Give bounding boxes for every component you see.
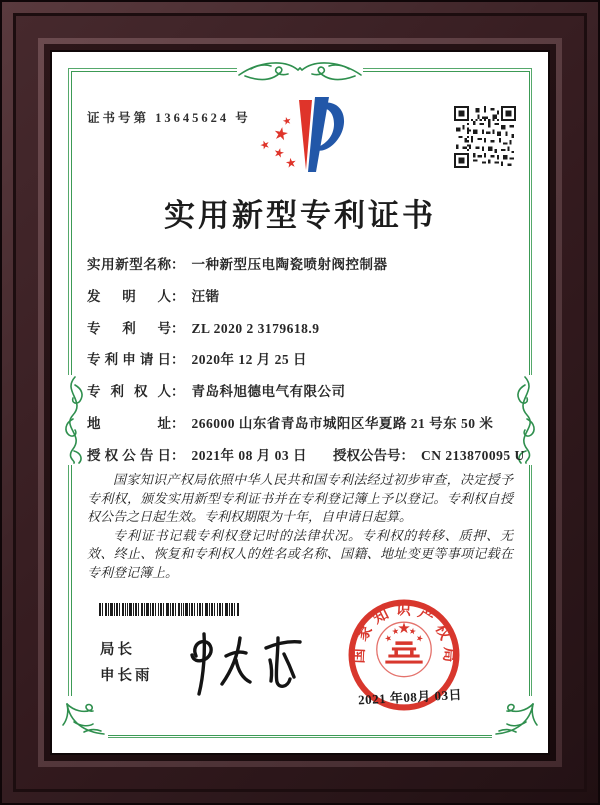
certificate-number: 证书号第 13645624 号 [87, 111, 251, 125]
field-label: 授权公告日 [87, 448, 171, 463]
field-value: 青岛科旭德电气有限公司 [191, 384, 346, 399]
field-colon: ： [400, 448, 414, 463]
field-colon: ： [171, 448, 185, 463]
seal-national-emblem-icon [377, 622, 431, 676]
body-paragraph-1: 国家知识产权局依照中华人民共和国专利法经过初步审查，决定授予专利权，颁发实用新型专利证书并在专利登记簿上予以登记。专利权自授权公告之日起生效。专利权期限为十年，自申请日起算。 [87, 472, 513, 525]
field-label: 地址 [87, 416, 171, 431]
field-label: 发明人 [87, 289, 171, 304]
field-value: 汪锴 [191, 289, 220, 304]
seal-date: 2021 年08月 03日 [357, 686, 463, 708]
logo-blue-p-icon [308, 97, 344, 172]
field-colon: ： [171, 384, 185, 399]
field-value: 266000 山东省青岛市城阳区华夏路 21 号东 50 米 [191, 416, 494, 431]
field-colon: ： [171, 289, 185, 304]
field-value: 一种新型压电陶瓷喷射阀控制器 [191, 257, 388, 272]
field-row-grant [87, 444, 528, 466]
field-label: 专利申请日 [87, 352, 171, 367]
director-title: 局长 [100, 642, 135, 658]
field-grant-number [333, 444, 525, 464]
barcode [99, 603, 241, 616]
field-row-address [87, 412, 528, 434]
field-value: CN 213870095 U [421, 448, 525, 463]
field-label: 实用新型名称 [87, 257, 171, 272]
bottom-left-flower-ornament [60, 696, 108, 738]
legal-text-block [87, 471, 513, 583]
field-colon: ： [171, 416, 185, 431]
field-label: 授权公告号 [333, 448, 401, 463]
field-label: 专利权人 [87, 384, 171, 399]
field-colon: ： [171, 352, 185, 367]
top-flourish-ornament [237, 55, 363, 85]
field-value: 2020年 12 月 25 日 [191, 352, 307, 367]
bottom-right-flower-ornament [492, 696, 540, 738]
field-row-patentee [87, 380, 528, 402]
field-label: 专利号 [87, 321, 171, 336]
body-paragraph-2: 专利证书记载专利权登记时的法律状况。专利权的转移、质押、无效、终止、恢复和专利权人的姓名或名称、国籍、地址变更等事项记载在专利登记簿上。 [87, 527, 513, 580]
logo-stars-icon [259, 116, 296, 168]
field-row-filing-date [87, 348, 528, 370]
field-row-name [87, 253, 528, 275]
director-signature [178, 628, 318, 703]
cnipa-logo [254, 97, 346, 177]
field-colon: ： [171, 257, 185, 272]
certificate-paper [52, 52, 548, 753]
field-value: ZL 2020 2 3179618.9 [191, 321, 320, 336]
field-row-inventor [87, 285, 528, 307]
field-colon: ： [171, 321, 185, 336]
svg-text:国家知识产权局 [349, 600, 458, 669]
seal-ring-text: 国家知识产权局 [351, 602, 457, 669]
certificate-title: 实用新型专利证书 [164, 198, 436, 233]
field-value: 2021年 08 月 03 日 [191, 448, 307, 463]
field-row-patent-no [87, 317, 528, 339]
qr-code [454, 106, 516, 168]
director-name: 申长雨 [100, 668, 153, 684]
